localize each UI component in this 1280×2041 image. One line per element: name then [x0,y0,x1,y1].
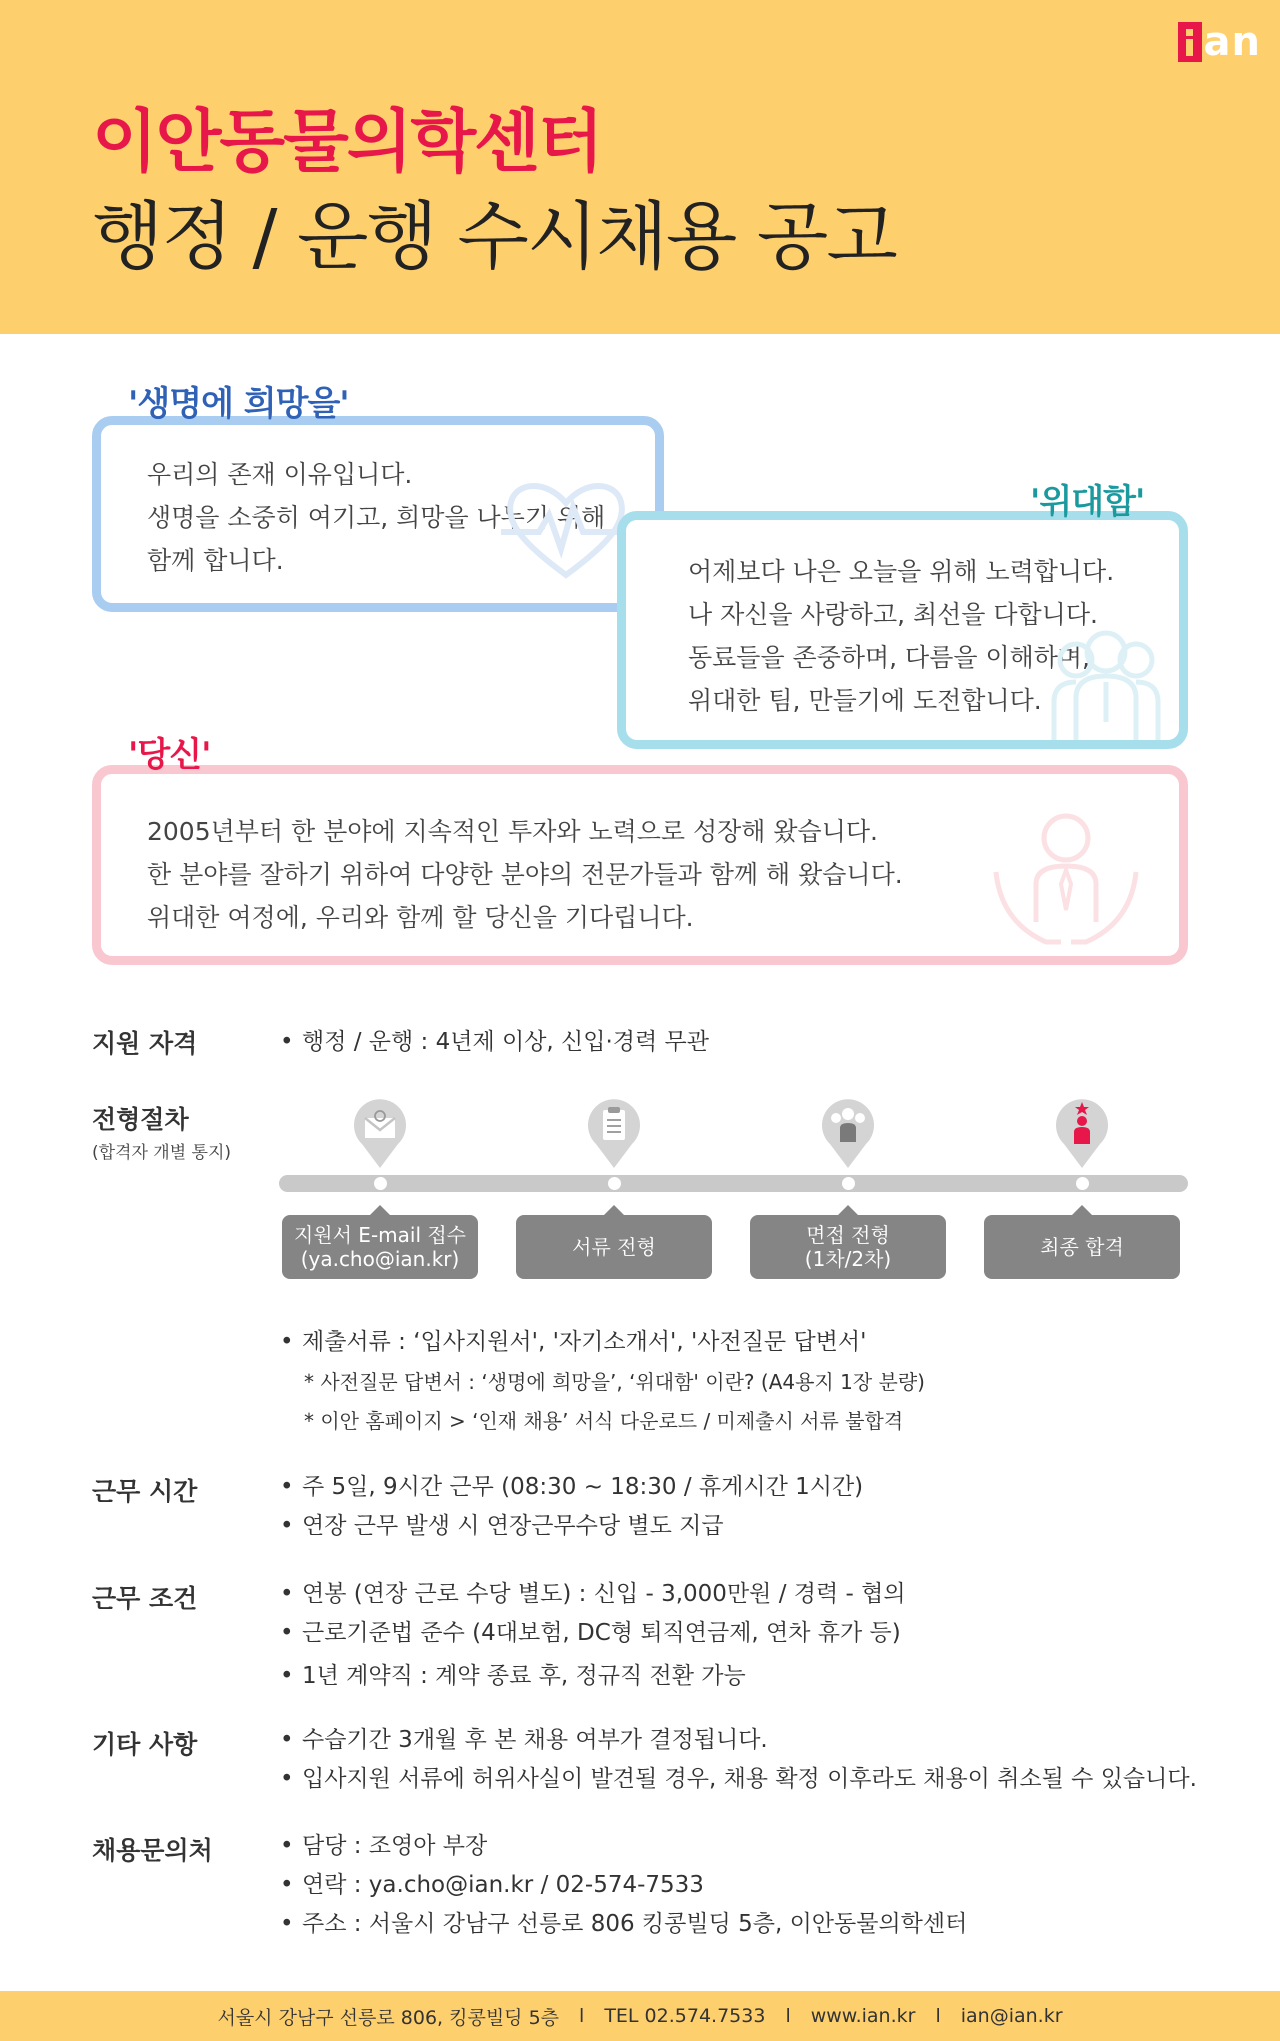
process-track [279,1175,1188,1192]
list-item: • 근로기준법 준수 (4대보험, DC형 퇴직연금제, 연차 휴가 등) [280,1614,906,1653]
track-dot [608,1177,621,1190]
section-title-work-conditions: 근무 조건 [92,1584,198,1613]
track-dot [842,1177,855,1190]
heartbeat-icon [501,477,631,582]
section-subtitle-process: (합격자 개별 통지) [92,1143,232,1163]
value-label-greatness: '위대함' [1030,482,1145,522]
list-item: • 행정 / 운행 : 4년제 이상, 신입·경력 무관 [280,1023,709,1062]
section-title-work-hours: 근무 시간 [92,1477,198,1506]
interview-icon [820,1098,876,1170]
step-interview [750,1215,946,1279]
page-title: 행정 / 운행 수시채용 공고 [92,194,896,280]
list-item: • 주 5일, 9시간 근무 (08:30 ~ 18:30 / 휴게시간 1시간) [280,1468,863,1507]
footer-web-link[interactable]: www.ian.kr [810,2005,916,2027]
track-dot [1076,1177,1089,1190]
footer-separator: l [935,2005,941,2027]
value-line: 위대한 팀, 만들기에 도전합니다. [688,686,1042,715]
step-email-application [282,1215,478,1279]
note-download: * 이안 홈페이지 > ‘인재 채용’ 서식 다운로드 / 미제출시 서류 불합격 [304,1409,904,1433]
value-line: 어제보다 나은 오늘을 위해 노력합니다. [688,557,1115,586]
value-line: 위대한 여정에, 우리와 함께 할 당신을 기다립니다. [147,903,694,932]
footer-separator: l [785,2005,791,2027]
list-item: • 담당 : 조영아 부장 [280,1827,967,1866]
etc-list [280,1721,1197,1799]
list-item: • 연봉 (연장 근로 수당 별도) : 신입 - 3,000만원 / 경력 - 협의 [280,1575,906,1614]
logo-text: an [1203,19,1261,65]
footer-address: 서울시 강남구 선릉로 806, 킹콩빌딩 5층 [217,2006,560,2029]
team-icon [1046,630,1166,740]
value-box-life [92,416,664,612]
document-icon [586,1098,642,1170]
section-title-etc: 기타 사항 [92,1730,198,1759]
section-title-process: 전형절차 [92,1105,189,1134]
footer-separator: l [579,2005,585,2027]
list-item: • 연락 : ya.cho@ian.kr / 02-574-7533 [280,1866,967,1905]
step-label: 지원서 E-mail 접수 [293,1223,467,1247]
note-pre-question: * 사전질문 답변서 : ‘생명에 희망을’, ‘위대함' 이란? (A4용지 1장 분량) [304,1370,925,1394]
work-hours-list [280,1468,863,1546]
value-box-greatness [617,511,1188,749]
list-item: • 입사지원 서류에 허위사실이 발견될 경우, 채용 확정 이후라도 채용이 취소될 수 있습니다. [280,1760,1197,1799]
org-title: 이안동물의학센터 [92,103,602,182]
documents-list [280,1323,866,1362]
list-item: • 주소 : 서울시 강남구 선릉로 806 킹콩빌딩 5층, 이안동물의학센터 [280,1905,967,1944]
winner-icon [1054,1098,1110,1170]
value-line: 2005년부터 한 분야에 지속적인 투자와 노력으로 성장해 왔습니다. [147,817,878,846]
step-final-pass [984,1215,1180,1279]
list-item: • 제출서류 : ‘입사지원서', '자기소개서', '사전질문 답변서' [280,1323,866,1362]
footer-bar [0,1991,1280,2041]
step-label: 최종 합격 [1040,1235,1124,1259]
ian-logo[interactable] [1178,19,1261,65]
value-line: 함께 합니다. [147,546,284,575]
footer-tel: TEL 02.574.7533 [604,2005,766,2027]
contact-list [280,1827,967,1944]
step-label: 면접 전형 [806,1223,890,1247]
list-item: • 수습기간 3개월 후 본 채용 여부가 결정됩니다. [280,1721,1197,1760]
section-title-qualification: 지원 자격 [92,1029,198,1058]
value-line: 우리의 존재 이유입니다. [147,460,413,489]
value-label-you: '당신' [128,735,211,775]
value-line: 생명을 소중히 여기고, 희망을 나누기 위해 [147,503,606,532]
value-line: 한 분야를 잘하기 위하여 다양한 분야의 전문가들과 함께 해 왔습니다. [147,860,903,889]
section-title-contact: 채용문의처 [92,1836,213,1865]
value-label-life: '생명에 희망을' [128,384,349,424]
track-dot [374,1177,387,1190]
value-line: 나 자신을 사랑하고, 최선을 다합니다. [688,600,1098,629]
footer-email-link[interactable]: ian@ian.kr [960,2005,1063,2027]
header-banner [0,0,1280,334]
list-item: • 연장 근무 발생 시 연장근무수당 별도 지급 [280,1507,863,1546]
email-icon [352,1098,408,1170]
step-document-screening [516,1215,712,1279]
logo-mark-icon [1178,22,1202,62]
work-conditions-list [280,1575,906,1696]
qualification-list [280,1023,709,1062]
value-box-you [92,765,1188,965]
person-hands-icon [991,812,1141,952]
list-item: • 1년 계약직 : 계약 종료 후, 정규직 전환 가능 [280,1657,906,1696]
step-sublabel: (1차/2차) [804,1247,892,1271]
step-label: 서류 전형 [572,1235,656,1259]
step-sublabel: (ya.cho@ian.kr) [300,1247,460,1271]
value-line: 동료들을 존중하며, 다름을 이해하며, [688,643,1090,672]
